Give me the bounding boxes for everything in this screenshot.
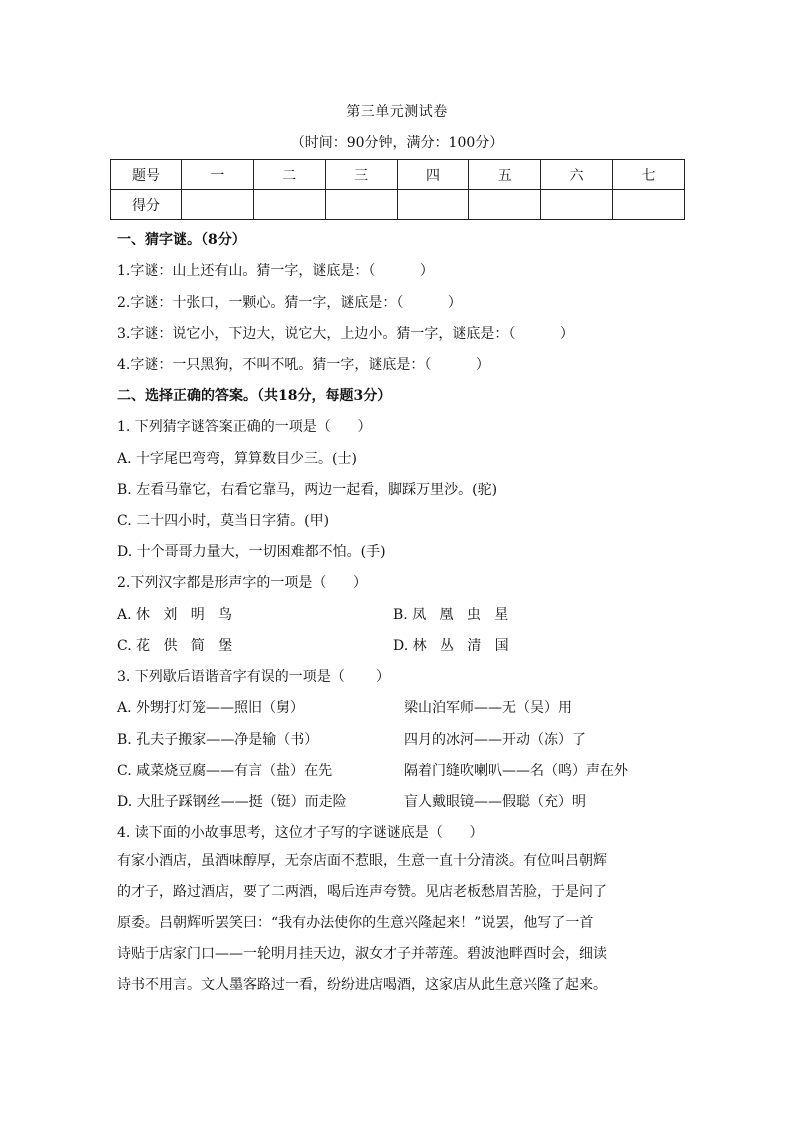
question-3-option-c: C. 咸菜烧豆腐——有言（盐）在先 (117, 763, 333, 779)
score-table-score-row (111, 190, 685, 220)
riddle-item-4: 4.字谜：一只黑狗，不叫不吼。猜一字，谜底是：（ ） (117, 357, 490, 373)
score-table-header-cell: 一 (182, 160, 254, 190)
riddle-item-2: 2.字谜：十张口，一颗心。猜一字，谜底是：（ ） (117, 295, 462, 311)
score-table-header-cell: 二 (253, 160, 325, 190)
question-2-option-c: C. 花 供 简 堡 (117, 638, 233, 654)
score-table-header-cell: 题号 (111, 160, 182, 190)
passage-line: 的才子，路过酒店，要了二两酒，喝后连声夸赞。见店老板愁眉苦脸，于是问了 (117, 884, 607, 900)
question-2-option-d: D. 林 丛 清 国 (393, 638, 509, 654)
score-cell[interactable] (469, 190, 541, 220)
passage-line: 诗贴于店家门口——一轮明月挂天边，淑女才子并蒂莲。碧波池畔酉时会，细读 (117, 946, 607, 962)
riddle-item-3: 3.字谜：说它小，下边大，说它大，上边小。猜一字，谜底是：（ ） (117, 326, 574, 342)
question-3-option-c-second: 隔着门缝吹喇叭——名（鸣）声在外 (404, 763, 628, 779)
question-3-option-b-second: 四月的冰河——开动（冻）了 (404, 732, 586, 748)
passage-line: 原委。吕朝辉听罢笑曰：“我有办法使你的生意兴隆起来！”说罢，他写了一首 (117, 915, 594, 931)
score-table-row-label: 得分 (111, 190, 182, 220)
score-table-header-cell: 七 (613, 160, 685, 190)
score-cell[interactable] (182, 190, 254, 220)
score-table (110, 159, 685, 220)
score-cell[interactable] (397, 190, 469, 220)
riddle-item-1: 1.字谜：山上还有山。猜一字，谜底是：（ ） (117, 263, 434, 279)
question-4-passage (117, 846, 682, 1001)
question-3-option-a: A. 外甥打灯笼——照旧（舅） (117, 700, 305, 716)
question-1-option-c: C. 二十四小时，莫当日字猜。(甲) (117, 513, 330, 529)
question-1-option-a: A. 十字尾巴弯弯，算算数目少三。(士) (117, 451, 357, 467)
question-3-stem: 3. 下列歇后语谐音字有误的一项是（ ） (117, 669, 390, 685)
question-2-stem: 2.下列汉字都是形声字的一项是（ ） (117, 575, 368, 591)
question-2-option-b: B. 凤 凰 虫 星 (393, 607, 509, 623)
question-3-option-d-second: 盲人戴眼镜——假聪（充）明 (404, 794, 586, 810)
score-table-header-cell: 四 (397, 160, 469, 190)
question-3-option-b: B. 孔夫子搬家——净是输（书） (117, 732, 319, 748)
score-cell[interactable] (613, 190, 685, 220)
section-2-heading: 二、选择正确的答案。（共18分，每题3分） (117, 388, 392, 404)
score-table-header-cell: 五 (469, 160, 541, 190)
score-cell[interactable] (253, 190, 325, 220)
question-2-option-a: A. 休 刘 明 鸟 (117, 607, 233, 623)
page-title: 第三单元测试卷 (346, 104, 448, 120)
question-1-stem: 1. 下列猜字谜答案正确的一项是（ ） (117, 419, 372, 435)
passage-line: 诗书不用言。文人墨客路过一看，纷纷进店喝酒，这家店从此生意兴隆了起来。 (117, 977, 607, 993)
score-cell[interactable] (541, 190, 613, 220)
score-table-header-cell: 六 (541, 160, 613, 190)
score-table-header-cell: 三 (325, 160, 397, 190)
page-subtitle: （时间：90分钟，满分：100分） (290, 135, 504, 151)
question-3-option-a-second: 梁山泊军师——无（吴）用 (404, 700, 572, 716)
question-3-option-d: D. 大肚子踩钢丝——挺（铤）而走险 (117, 794, 347, 810)
question-4-stem: 4. 读下面的小故事思考，这位才子写的字谜谜底是（ ） (117, 825, 484, 841)
question-1-option-b: B. 左看马靠它，右看它靠马，两边一起看，脚踩万里沙。(驼) (117, 482, 498, 498)
question-1-option-d: D. 十个哥哥力量大，一切困难都不怕。(手) (117, 544, 386, 560)
score-table-header-row (111, 160, 685, 190)
section-1-heading: 一、猜字谜。（8分） (117, 232, 246, 248)
passage-line: 有家小酒店，虽酒味醇厚，无奈店面不惹眼，生意一直十分清淡。有位叫吕朝辉 (117, 853, 607, 869)
score-cell[interactable] (325, 190, 397, 220)
